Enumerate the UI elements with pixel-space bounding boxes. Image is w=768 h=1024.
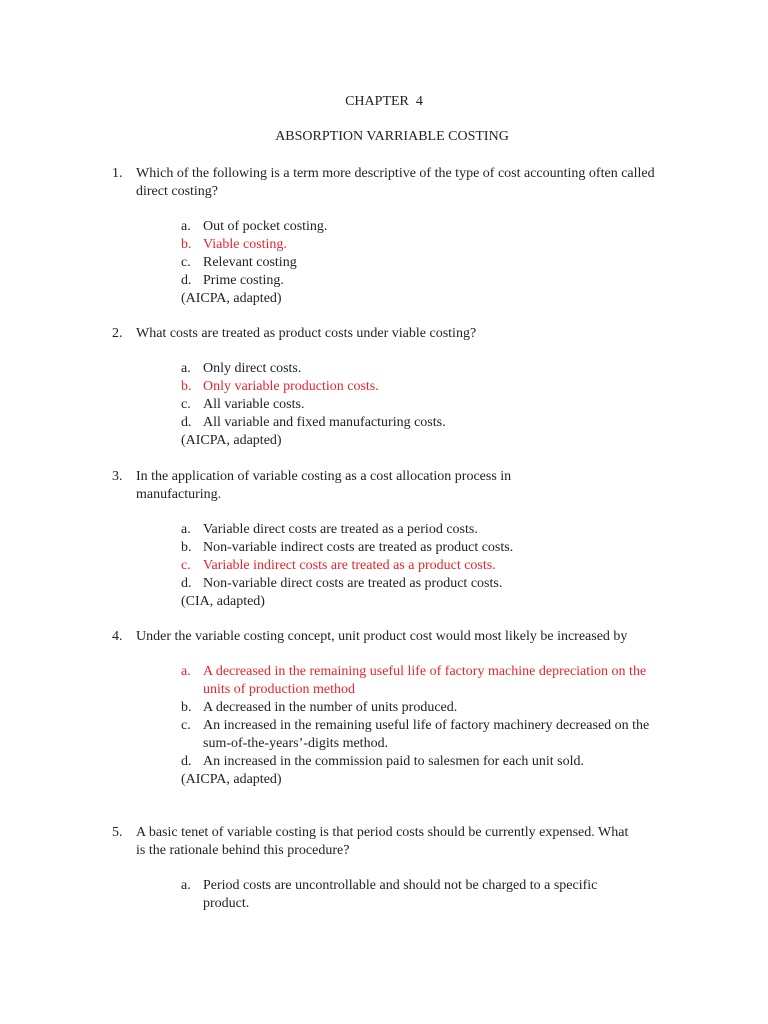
question-number: 2. [112, 326, 123, 341]
question-source: (CIA, adapted) [181, 594, 265, 609]
option-text: Prime costing. [203, 273, 284, 288]
option-a [181, 877, 672, 913]
option-a [181, 360, 672, 378]
option-text: All variable costs. [203, 397, 305, 412]
option-d [181, 272, 672, 290]
option-letter: c. [181, 397, 191, 412]
option-c-correct [181, 557, 672, 575]
option-b [181, 699, 672, 717]
question-text: In the application of variable costing as a cost allocation process in manufacturing. [136, 469, 512, 502]
question-5 [112, 824, 672, 913]
option-letter: c. [181, 255, 191, 270]
option-letter: a. [181, 664, 191, 679]
option-letter: a. [181, 522, 191, 537]
document-title: ABSORPTION VARRIABLE COSTING [275, 129, 509, 144]
question-3 [112, 468, 672, 611]
option-text: Variable indirect costs are treated as a product costs. [203, 558, 496, 573]
option-text: An increased in the commission paid to salesmen for each unit sold. [203, 754, 585, 769]
question-number: 4. [112, 629, 123, 644]
option-list [181, 877, 672, 913]
option-letter: b. [181, 700, 192, 715]
option-text: Non-variable direct costs are treated as product costs. [203, 576, 503, 591]
question-source: (AICPA, adapted) [181, 291, 282, 306]
option-text: Non-variable indirect costs are treated as product costs. [203, 540, 514, 555]
option-letter: c. [181, 558, 191, 573]
option-b [181, 539, 672, 557]
option-text: Viable costing. [203, 237, 287, 252]
option-list [181, 218, 672, 290]
option-text: A decreased in the number of units produced. [203, 700, 458, 715]
option-letter: a. [181, 219, 191, 234]
option-letter: a. [181, 878, 191, 893]
option-letter: d. [181, 576, 192, 591]
question-text: What costs are treated as product costs under viable costing? [136, 326, 477, 341]
option-a [181, 218, 672, 236]
option-b-correct [181, 378, 672, 396]
option-text: A decreased in the remaining useful life of factory machine depreciation on the units of production method [203, 664, 647, 697]
option-text: Relevant costing [203, 255, 297, 270]
option-text: Only variable production costs. [203, 379, 379, 394]
option-letter: b. [181, 540, 192, 555]
question-2 [112, 325, 672, 450]
option-letter: c. [181, 718, 191, 733]
option-a [181, 521, 672, 539]
option-c [181, 396, 672, 414]
option-letter: d. [181, 754, 192, 769]
option-text: An increased in the remaining useful life of factory machinery decreased on the sum-of-the-years’-digits method. [203, 718, 650, 751]
question-1 [112, 165, 672, 308]
question-source: (AICPA, adapted) [181, 772, 282, 787]
question-source: (AICPA, adapted) [181, 433, 282, 448]
option-d [181, 753, 672, 771]
question-text: Which of the following is a term more descriptive of the type of cost accounting often called direct costing? [136, 166, 655, 199]
option-list [181, 521, 672, 593]
option-text: All variable and fixed manufacturing costs. [203, 415, 446, 430]
option-letter: b. [181, 379, 192, 394]
option-list [181, 360, 672, 432]
chapter-heading: CHAPTER 4 [345, 94, 423, 109]
question-4 [112, 628, 672, 789]
question-number: 3. [112, 469, 123, 484]
option-c [181, 254, 672, 272]
option-d [181, 575, 672, 593]
option-text: Variable direct costs are treated as a period costs. [203, 522, 478, 537]
option-text: Only direct costs. [203, 361, 302, 376]
option-letter: d. [181, 273, 192, 288]
option-letter: b. [181, 237, 192, 252]
question-number: 1. [112, 166, 123, 181]
question-text: A basic tenet of variable costing is that period costs should be currently expensed. What is the rationale behind this procedure? [136, 825, 629, 858]
question-text: Under the variable costing concept, unit product cost would most likely be increased by [136, 629, 628, 644]
option-c [181, 717, 672, 753]
option-text: Out of pocket costing. [203, 219, 328, 234]
option-list [181, 663, 672, 771]
option-letter: d. [181, 415, 192, 430]
option-b-correct [181, 236, 672, 254]
option-letter: a. [181, 361, 191, 376]
option-d [181, 414, 672, 432]
question-number: 5. [112, 825, 123, 840]
option-text: Period costs are uncontrollable and should not be charged to a specific product. [203, 878, 598, 911]
option-a-correct [181, 663, 672, 699]
